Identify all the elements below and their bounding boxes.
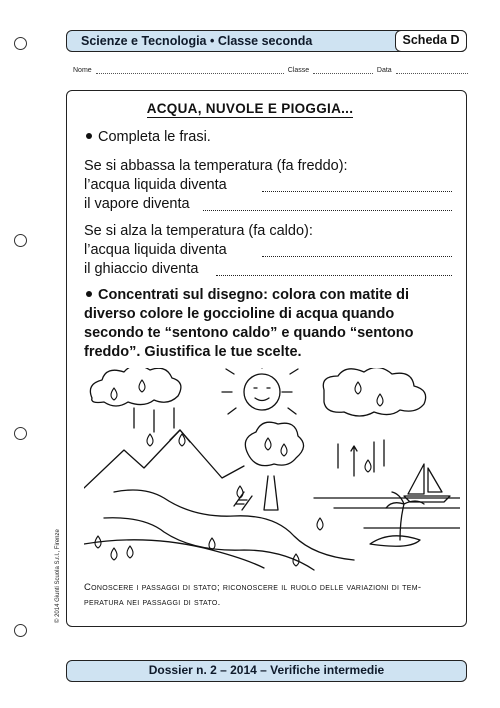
sailboat-sail-icon [408,464,442,494]
name-field[interactable] [96,67,284,74]
droplet-icon [281,444,287,456]
palm-tree-icon [386,492,424,540]
evaporation-arrows-icon [338,440,384,476]
binder-hole [14,427,27,440]
water-cycle-drawing [84,368,460,573]
river-bank-upper [114,490,354,560]
droplet-icon [147,434,153,446]
bullet-icon [86,133,92,139]
answer-blank[interactable] [262,256,452,257]
tree-crown [245,422,303,465]
answer-blank[interactable] [262,191,452,192]
binder-hole [14,234,27,247]
cold-line-1: l’acqua liquida diventa [84,177,227,193]
answer-blank[interactable] [203,210,452,211]
learning-objectives: Conoscere i passaggi di stato; riconoscere il ruolo delle variazioni di tem- peratura nei passaggi di stato. [84,582,422,608]
cloud-left [90,368,181,406]
rain-arrows-icon [134,408,174,432]
droplet-icon [237,486,243,498]
droplet-icon [317,518,323,530]
droplet-icon [139,380,145,392]
sun-face-icon [254,388,270,401]
copyright-notice: © 2014 Giunti Scuola S.r.l., Firenze [55,529,61,623]
sun-rays-icon [222,368,298,414]
answer-blank[interactable] [216,275,452,276]
exercise-title: ACQUA, NUVOLE E PIOGGIA... [146,101,354,116]
cold-heading: Se si abbassa la temperatura (fa freddo): [84,158,348,174]
droplet-characters [95,380,383,566]
droplet-icon [111,548,117,560]
instruction-2: Concentrati sul disegno: colora con matite di diverso colore le goccioline di acqua quando secondo te “sentono caldo” e quando “sentono freddo”. Giustifica le tue scelte. [84,287,414,360]
footer-bar: Dossier n. 2 – 2014 – Verifiche intermedie [66,660,467,682]
island [370,536,420,546]
droplet-icon [365,460,371,472]
cold-line-2: il vapore diventa [84,196,190,212]
class-label: Classe [287,67,310,74]
droplet-icon [111,388,117,400]
subject-title: Scienze e Tecnologia • Classe seconda [81,34,313,48]
date-field[interactable] [396,67,468,74]
header-bar [66,30,467,52]
mountains [84,430,244,488]
class-field[interactable] [313,67,373,74]
droplet-icon [377,394,383,406]
date-label: Data [376,67,392,74]
warm-line-2: il ghiaccio diventa [84,261,199,277]
sun-icon [244,374,280,410]
instruction-1: Completa le frasi. [84,128,211,147]
tree-trunk [264,476,278,510]
sheet-label: Scheda D [395,30,467,52]
droplet-icon [265,438,271,450]
binder-hole [14,624,27,637]
binder-hole [14,37,27,50]
bullet-icon [86,291,92,297]
droplet-icon [355,382,361,394]
warm-line-1: l’acqua liquida diventa [84,242,227,258]
student-info-line [73,67,468,74]
mountain-snow [170,430,190,442]
warm-heading: Se si alza la temperatura (fa caldo): [84,223,313,239]
droplet-icon [127,546,133,558]
name-label: Nome [73,67,92,74]
cloud-right [323,368,425,416]
